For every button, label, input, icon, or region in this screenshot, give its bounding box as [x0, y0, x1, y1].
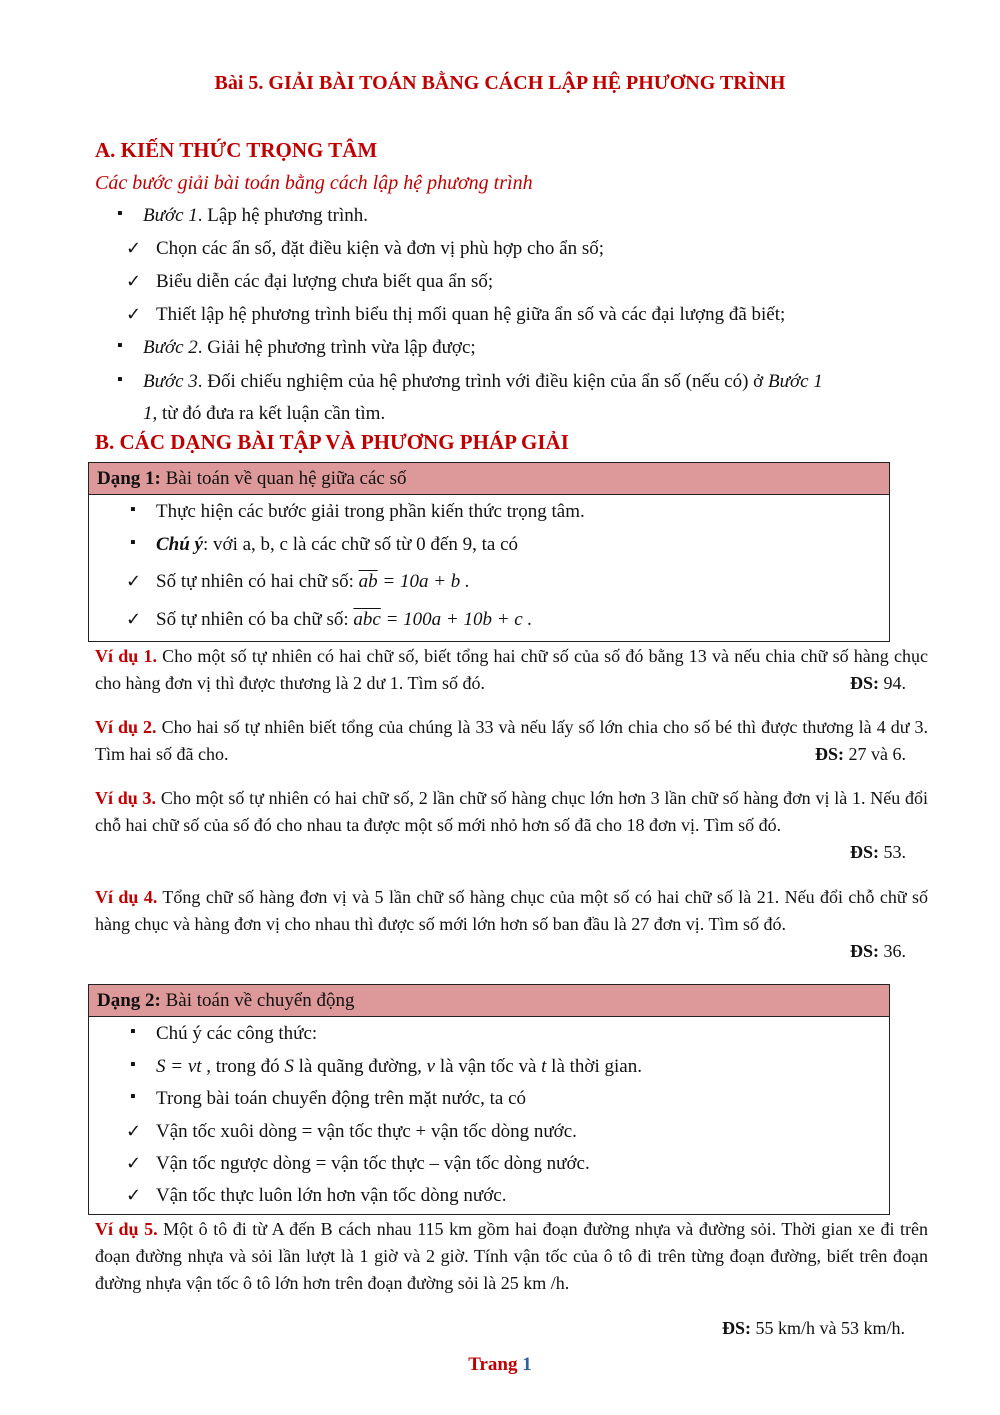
dang-2-header: Dạng 2: Bài toán về chuyển động — [89, 985, 889, 1017]
dang-1-item: ▪ Thực hiện các bước giải trong phần kiến thức trọng tâm. — [156, 501, 585, 523]
check-item: ✓ Vận tốc xuôi dòng = vận tốc thực + vận tốc dòng nước. — [156, 1121, 577, 1143]
section-a-subheading: Các bước giải bài toán bằng cách lập hệ phương trình — [95, 172, 533, 194]
example-3: Ví dụ 3. Cho một số tự nhiên có hai chữ số, 2 lần chữ số hàng chục lớn hơn 3 lần chữ số hàng đơn vị là 1. Nếu đổi chỗ hai chữ số của số đó cho nhau ta được một số mới nhỏ hơn số đã cho 18 đơn vị. Tìm số đó. ĐS: 53. — [95, 785, 928, 839]
example-1: Ví dụ 1. Cho một số tự nhiên có hai chữ số, biết tổng hai chữ số của số đó bằng 13 và nếu chia chữ số hàng chục cho hàng đơn vị thì được thương là 2 dư 1. Tìm số đó. ĐS: 94. — [95, 643, 928, 697]
dang-1-note: ▪ Chú ý: với a, b, c là các chữ số từ 0 đến 9, ta có — [156, 534, 518, 556]
dang-2-item: ▪ Trong bài toán chuyển động trên mặt nước, ta có — [156, 1088, 526, 1110]
dang-1-box — [88, 462, 890, 642]
section-b-heading: B. CÁC DẠNG BÀI TẬP VÀ PHƯƠNG PHÁP GIẢI — [95, 430, 569, 454]
example-5: Ví dụ 5. Một ô tô đi từ A đến B cách nhau 115 km gồm hai đoạn đường nhựa và đường sỏi. Thời gian xe đi trên đoạn đường nhựa và sỏi lần lượt là 1 giờ và 2 giờ. Tính vận tốc của ô tô đi trên từng đoạn đường, biết trên đoạn đường nhựa vận tốc ô tô lớn hơn trên đoạn đường sỏi là 25 km /h. — [95, 1219, 928, 1293]
check-item: ✓ Vận tốc thực luôn lớn hơn vận tốc dòng nước. — [156, 1185, 506, 1207]
check-item: ✓ Chọn các ẩn số, đặt điều kiện và đơn vị phù hợp cho ẩn số; — [156, 238, 604, 260]
check-item: ✓ Vận tốc ngược dòng = vận tốc thực – vận tốc dòng nước. — [156, 1153, 590, 1175]
dang-2-formula: ▪ S = vt , trong đó S là quãng đường, v là vận tốc và t là thời gian. — [156, 1056, 642, 1078]
step-2: ▪ Bước 2. Giải hệ phương trình vừa lập được; — [143, 337, 476, 359]
example-5-answer: ĐS: 55 km/h và 53 km/h. — [721, 1318, 905, 1338]
example-2: Ví dụ 2. Cho hai số tự nhiên biết tổng của chúng là 33 và nếu lấy số lớn chia cho số bé thì được thương là 4 dư 3. Tìm hai số đã cho. ĐS: 27 và 6. — [95, 714, 928, 768]
check-item: ✓ Thiết lập hệ phương trình biểu thị mối quan hệ giữa ẩn số và các đại lượng đã biết; — [156, 304, 785, 326]
step-1: ▪ Bước 1. Lập hệ phương trình. — [143, 205, 368, 227]
answer: ĐS: 36. — [849, 941, 906, 961]
dang-2-box — [88, 984, 890, 1215]
check-item: ✓ Biểu diễn các đại lượng chưa biết qua ẩn số; — [156, 271, 493, 293]
two-digit-formula: ✓ Số tự nhiên có hai chữ số: $\overline{ab} = 10a + b$ . — [156, 571, 470, 593]
step-3-tail: 1, từ đó đưa ra kết luận cần tìm. — [143, 403, 386, 424]
answer: ĐS: 94. — [849, 673, 906, 693]
page-title: Bài 5. GIẢI BÀI TOÁN BẰNG CÁCH LẬP HỆ PHƯƠNG TRÌNH — [214, 72, 786, 94]
dang-1-header: Dạng 1: Bài toán về quan hệ giữa các số — [89, 463, 889, 495]
dang-2-item: ▪ Chú ý các công thức: — [156, 1023, 317, 1045]
step-3: ▪ Bước 3. Đối chiếu nghiệm của hệ phương trình với điều kiện của ẩn số (nếu có) ở Bước 1 — [143, 371, 823, 393]
section-a-heading: A. KIẾN THỨC TRỌNG TÂM — [95, 138, 378, 162]
example-4: Ví dụ 4. Tổng chữ số hàng đơn vị và 5 lần chữ số hàng chục của một số có hai chữ số là 21. Nếu đổi chỗ chữ số hàng chục và hàng đơn vị cho nhau thì được số mới lớn hơn số ban đầu là 27 đơn vị. Tìm số đó. ĐS: 36. — [95, 884, 928, 938]
answer: ĐS: 53. — [849, 842, 906, 862]
page-footer: Trang 1 — [468, 1354, 532, 1375]
three-digit-formula: ✓ Số tự nhiên có ba chữ số: $\overline{abc} = 100a + 10b + c$ . — [156, 609, 532, 631]
answer: ĐS: 27 và 6. — [814, 744, 906, 764]
